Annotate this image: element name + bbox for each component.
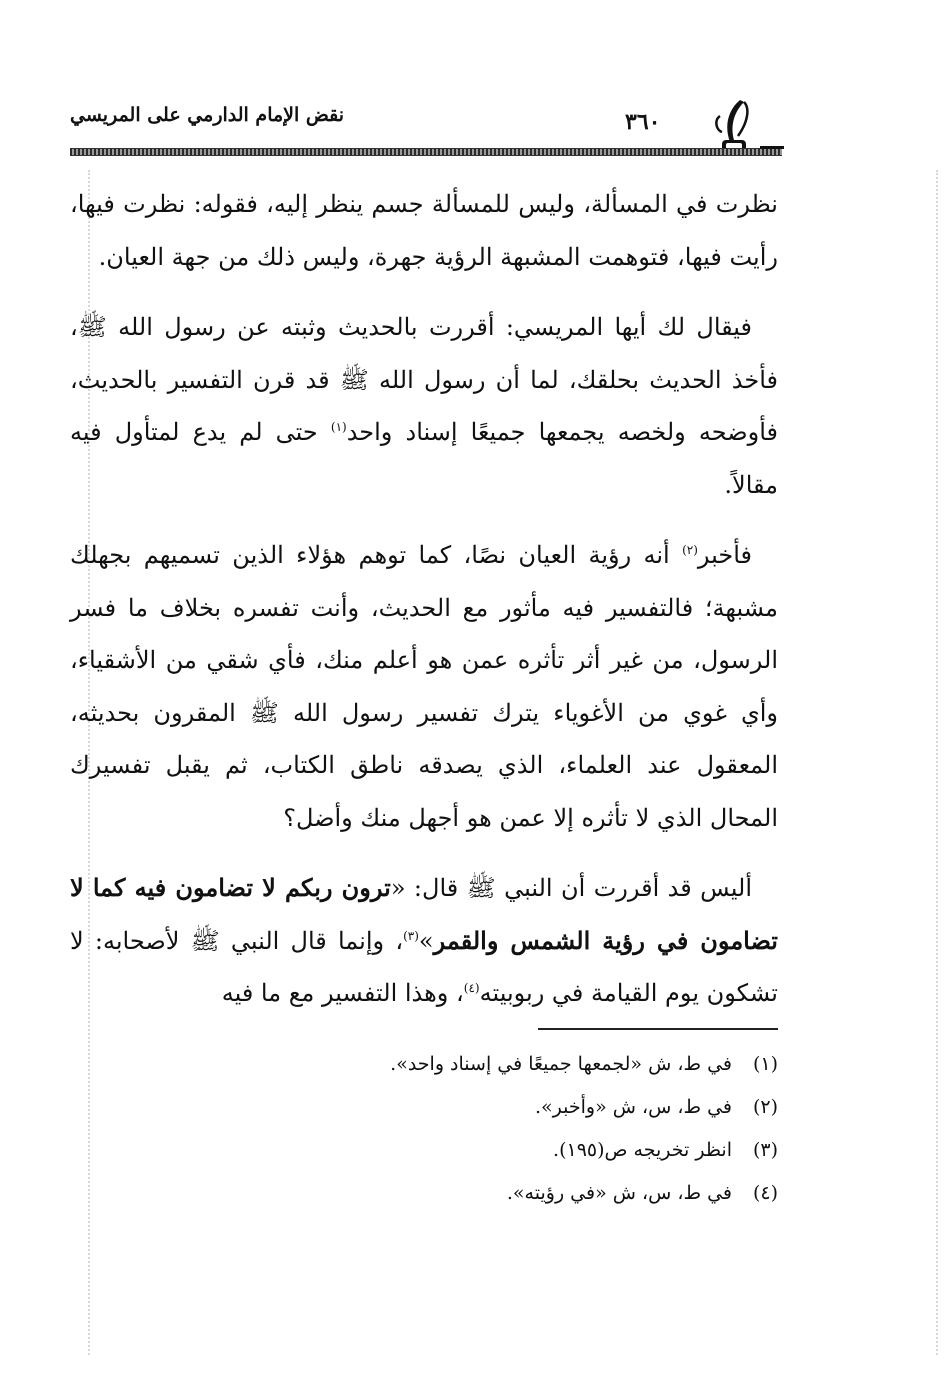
paragraph	[70, 301, 778, 511]
footnote-text: في ط، ش «لجمعها جميعًا في إسناد واحد».	[390, 1053, 732, 1075]
footnote-text: انظر تخريجه ص(١٩٥).	[553, 1139, 732, 1161]
footnote-ref: (٢)	[682, 543, 698, 557]
paragraph	[70, 529, 778, 844]
paragraph	[70, 178, 778, 283]
paragraph-text: أليس قد أقررت أن النبي ﷺ قال: «	[390, 874, 752, 902]
footnote-item	[70, 1086, 778, 1129]
footnote-item	[70, 1172, 778, 1215]
paragraph-text: أنه رؤية العيان نصًا، كما توهم هؤلاء الذين تسميهم بجهلك مشبهة؛ فالتفسير فيه مأثور مع الحديث، وأنت تفسره بخلاف ما فسر الرسول، من غير أثر تأثره عمن هو أعلم منك، فأي شقي من الأشقياء، وأي غوي من الأغوياء يترك تفسير رسول الله ﷺ المقرون بحديثه، المعقول عند العلماء، الذي يصدقه ناطق الكتاب، ثم يقبل تفسيرك المحال الذي لا تأثره إلا عمن هو أجهل منك وأضل؟	[70, 541, 778, 832]
footnote-ref: (١)	[330, 420, 347, 434]
footnotes	[70, 1043, 778, 1215]
footnote-text: في ط، س، ش «في رؤيته».	[506, 1182, 732, 1204]
footnote-text: في ط، س، ش «وأخبر».	[534, 1096, 732, 1118]
header-rule	[70, 148, 782, 156]
footnote-number: (١)	[752, 1053, 778, 1075]
main-text	[70, 178, 778, 1020]
paragraph-text: نظرت في المسألة، وليس للمسألة جسم ينظر إليه، فقوله: نظرت فيها، رأيت فيها، فتوهمت المشبهة الرؤية جهرة، وليس ذلك من جهة العيان.	[70, 190, 778, 271]
scan-edge-dots	[936, 170, 938, 1355]
footnote-rule	[538, 1028, 778, 1030]
hadith-quote: ترون ربكم لا تضامون فيه كما لا تضامون في رؤية الشمس والقمر	[70, 873, 778, 955]
header-rule-tail	[760, 146, 784, 149]
paragraph-text: ، وإنما قال النبي ﷺ لأصحابه: لا تشكون يوم القيامة في ربوبيته	[70, 926, 778, 1007]
paragraph-text: حتى لم يدع لمتأول فيه مقالاً.	[70, 418, 778, 499]
running-title: نقض الإمام الدارمي على المريسي	[70, 104, 345, 126]
paragraph-text: فيقال لك أيها المريسي: أقررت بالحديث وثبته عن رسول الله ﷺ، فأخذ الحديث بحلقك، لما أن رسول الله ﷺ قد قرن التفسير بالحديث، فأوضحه ولخصه يجمعها جميعًا إسناد واحد	[70, 313, 778, 446]
paragraph-text: فأخبر	[697, 541, 752, 569]
paragraph-text: »	[418, 926, 434, 955]
footnote-number: (٤)	[752, 1182, 778, 1204]
footnote-item	[70, 1043, 778, 1086]
paragraph-text: ، وهذا التفسير مع ما فيه	[221, 979, 464, 1007]
footnote-item	[70, 1129, 778, 1172]
footnote-ref: (٣)	[403, 928, 419, 943]
page-number: ٣٦٠	[625, 109, 661, 135]
paragraph	[70, 862, 778, 1020]
footnote-number: (٢)	[752, 1096, 778, 1118]
footnote-number: (٣)	[752, 1139, 778, 1161]
footnote-ref: (٤)	[463, 981, 480, 995]
page-header	[70, 96, 782, 168]
